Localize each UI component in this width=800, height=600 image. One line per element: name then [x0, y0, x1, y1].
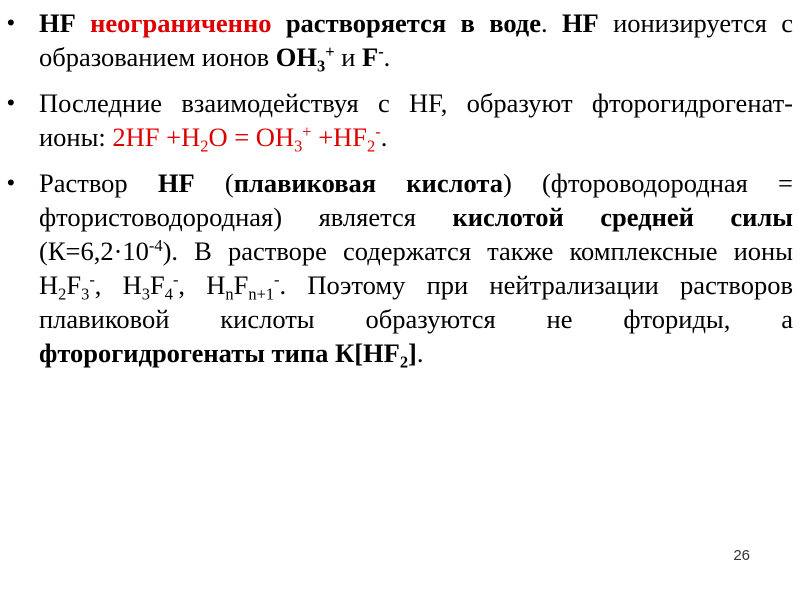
term-salts: фторогидрогенаты типа $К[HF_2]$ [39, 338, 417, 372]
term-hf: HF [157, 168, 195, 198]
text: ионизируется с образованием ионов [39, 8, 794, 72]
term-unlimited: неограниченно [90, 8, 272, 38]
text: . [380, 122, 388, 152]
bullet-dot: • [7, 170, 15, 195]
text: и [334, 42, 363, 72]
text: ( [194, 168, 234, 198]
term-dissolves: растворяется в воде [285, 8, 541, 38]
term-hf: HF [39, 8, 76, 38]
page-number: 26 [733, 547, 750, 564]
text: Последние взаимодействуя с HF, образуют фторогидрогенат-ионы: [39, 88, 793, 152]
bullet-dot: • [7, 10, 15, 35]
text: ) (фтороводородная = фтористоводородная) является [39, 168, 793, 232]
term-medium-strength: кислотой средней силы [452, 202, 793, 232]
text: . [540, 8, 562, 38]
text: . Поэтому при нейтрализации растворов плавиковой кислоты образуются не фториды, а [39, 270, 794, 334]
text: . [416, 338, 424, 368]
text: . [383, 42, 391, 72]
dissociation-constant: ($К=6,2\cdot 10^{-4}$ [39, 235, 163, 266]
bullet-dot: • [7, 90, 15, 115]
term-hf: HF [561, 8, 599, 38]
reaction-equation: $2HF +H_2O = OH_3^+ +HF_2^-$ [112, 121, 381, 156]
text: Раствор [39, 168, 158, 198]
bullet-hf-solubility [7, 6, 793, 74]
formula-oh3: $OH_3^+$ [275, 41, 335, 76]
bullet-hydrofluoride-ions [7, 86, 793, 154]
formula-f-ion: F- [362, 41, 384, 72]
bullet-list [7, 6, 793, 382]
term-acid-name: плавиковая кислота [233, 168, 503, 198]
text: ). В растворе содержатся также комплексные ионы H [39, 236, 793, 300]
bullet-hydrofluoric-acid: • Раствор HF (плавиковая кислота) (фтороводородная = фтористоводородная) является кислотой средней силы $(К=6,2\cdot 10^{-4})$. В растворе содержатся также комплексные ионы $H_2F_3^-$, $H_3F_4^-$, $H_nF_{n+1}^-$. Поэтому при нейтрализации растворов плавиковой кислоты образуются не фториды, а фторогидрогенаты типа $К[HF_2]$. [7, 168, 794, 372]
